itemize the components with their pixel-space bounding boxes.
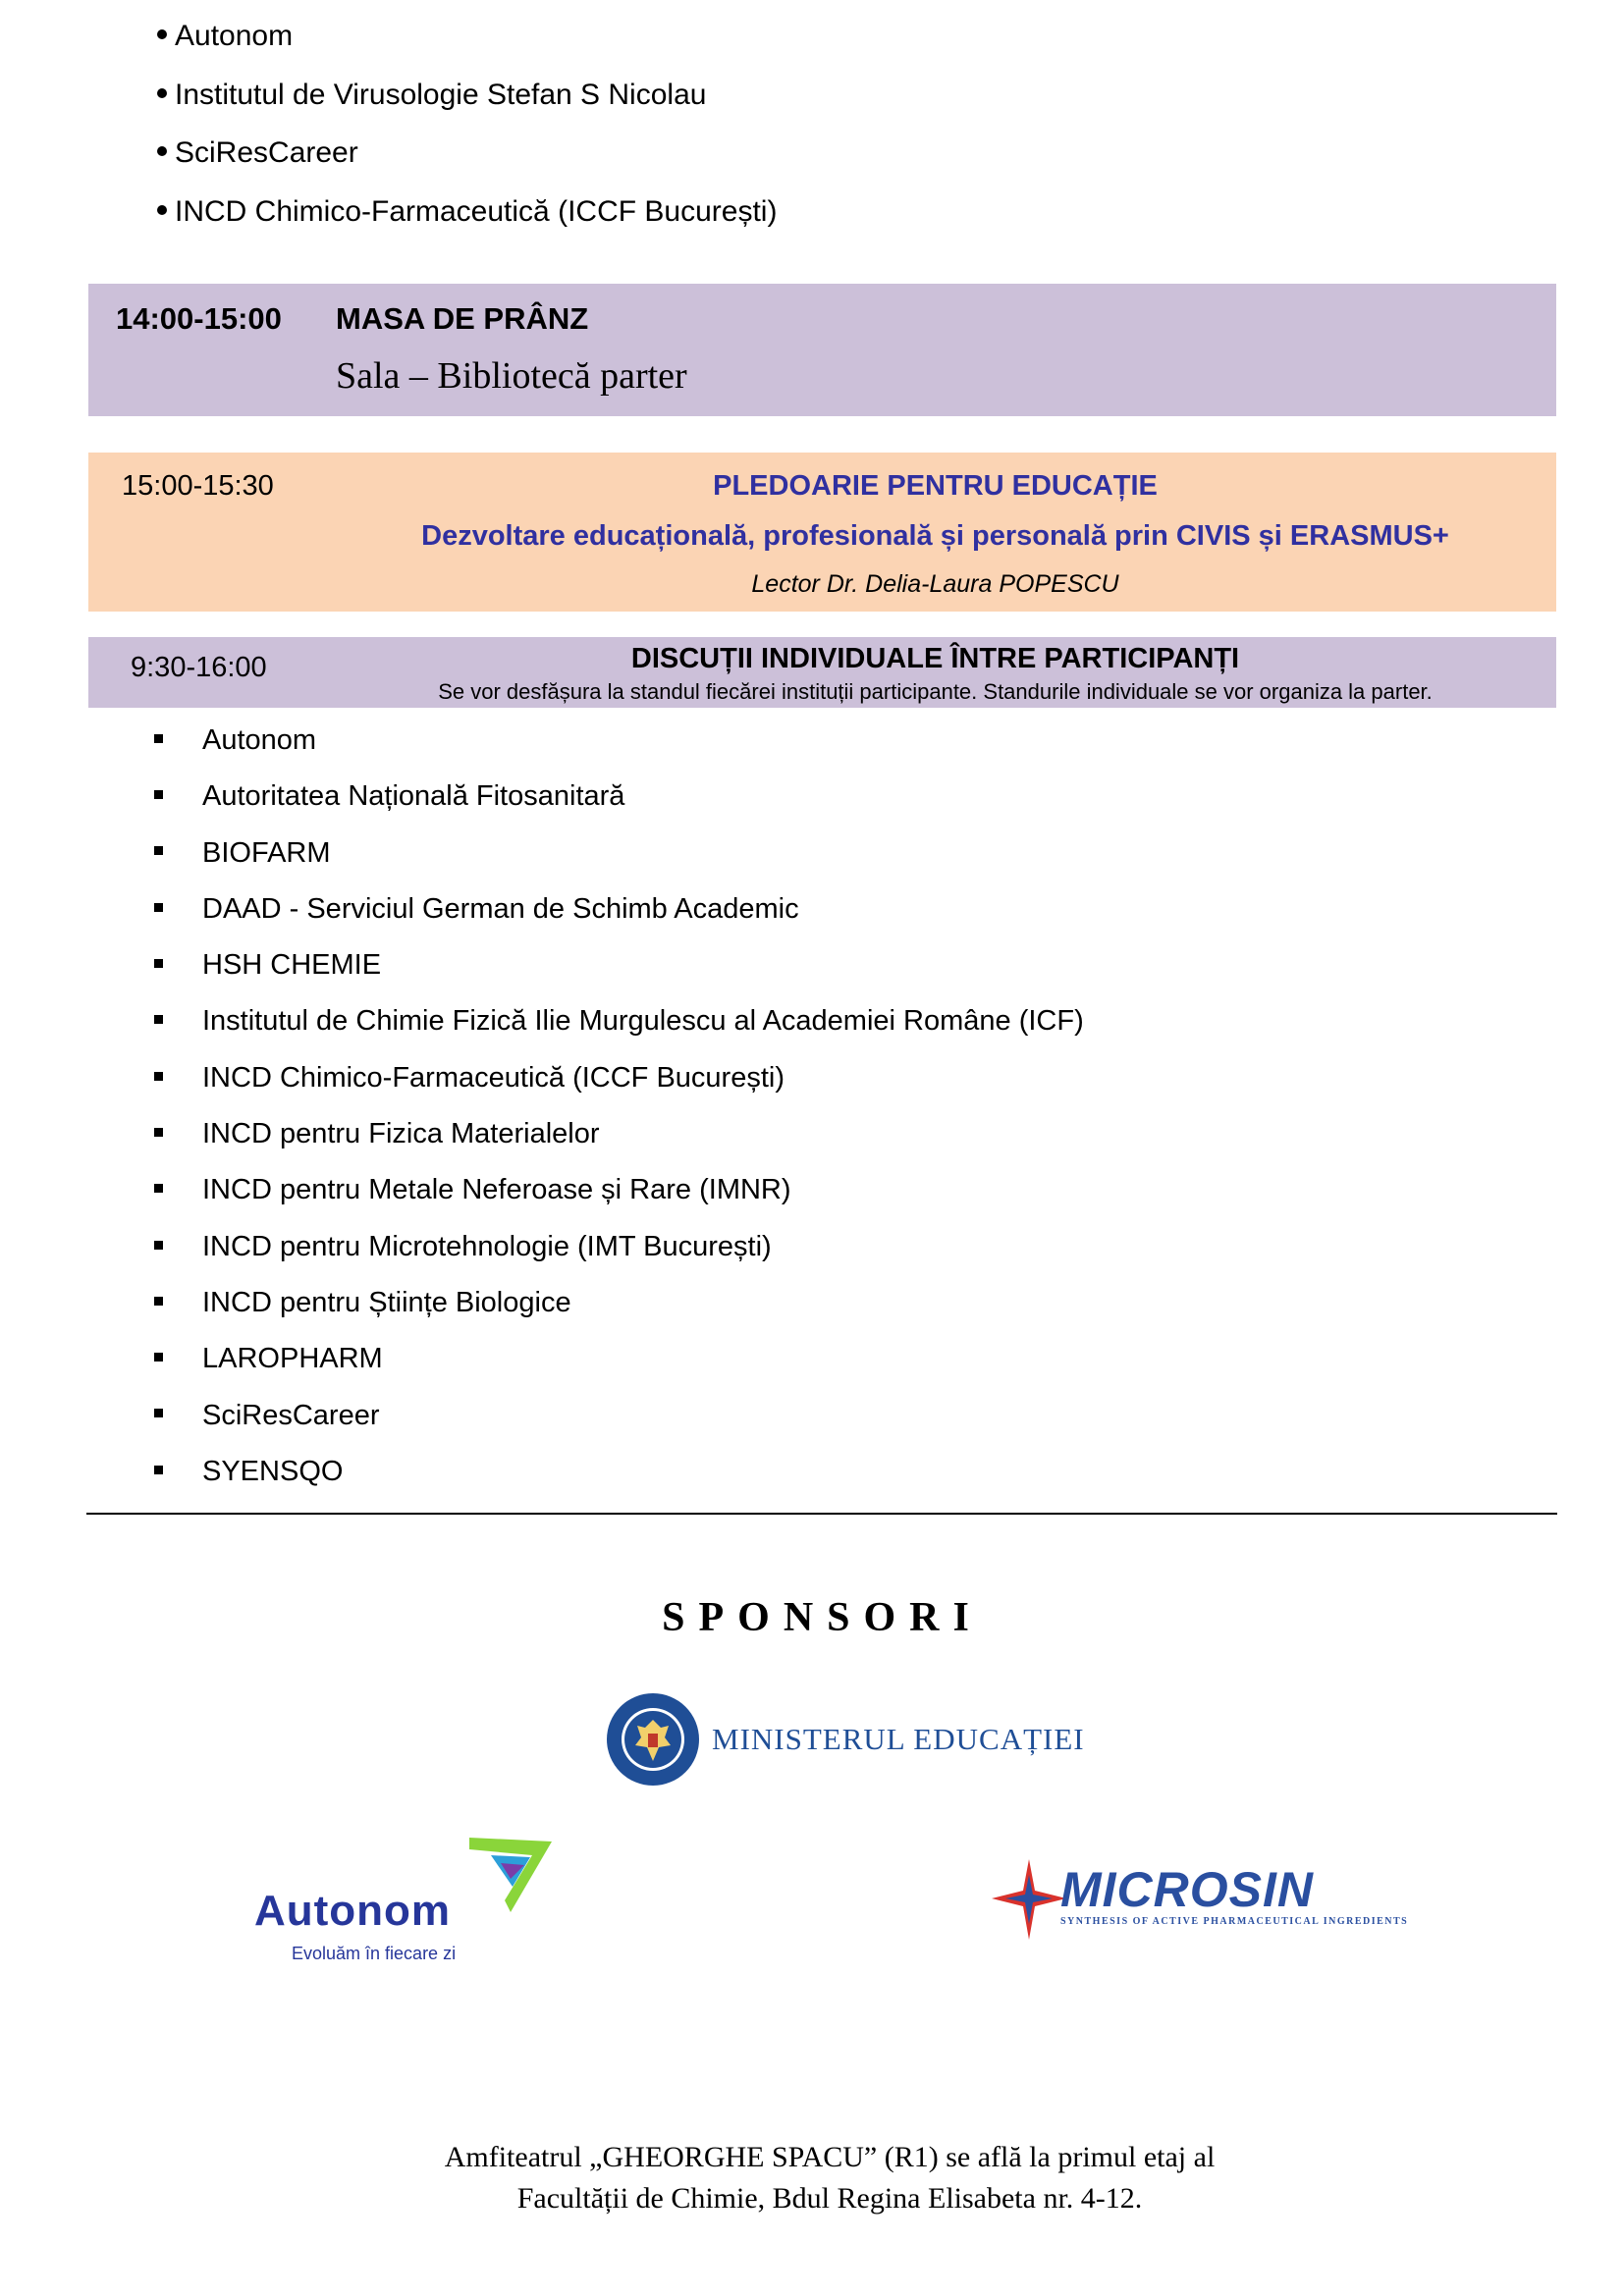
discussions-time: 9:30-16:00	[131, 652, 267, 683]
square-bullet-icon	[154, 1409, 163, 1417]
bullet-icon	[157, 146, 167, 156]
list-item: INCD pentru Metale Neferoase și Rare (IMNR)	[154, 1171, 1084, 1227]
list-item: SciResCareer	[157, 134, 777, 193]
autonom-mark-icon	[461, 1836, 560, 1914]
list-item: BIOFARM	[154, 834, 1084, 890]
list-item: INCD Chimico-Farmaceutică (ICCF București)	[154, 1059, 1084, 1115]
autonom-logo	[250, 1836, 565, 1973]
plea-subtitle: Dezvoltare educațională, profesională și personală prin CIVIS și ERASMUS+	[421, 520, 1449, 552]
ministry-name: MINISTERUL EDUCAȚIEI	[712, 1722, 1085, 1756]
section-divider	[86, 1513, 1557, 1515]
square-bullet-icon	[154, 959, 163, 968]
plea-title: PLEDOARIE PENTRU EDUCAȚIE	[713, 470, 1158, 502]
microsin-name: MICROSIN	[1060, 1862, 1314, 1917]
plea-time: 15:00-15:30	[122, 470, 274, 502]
lunch-title: MASA DE PRÂNZ	[336, 301, 589, 336]
square-bullet-icon	[154, 1072, 163, 1081]
list-item: Autonom	[154, 721, 1084, 777]
list-item: SciResCareer	[154, 1397, 1084, 1453]
square-bullet-icon	[154, 1241, 163, 1250]
venue-line-2: Facultății de Chimie, Bdul Regina Elisabeta nr. 4-12.	[516, 2182, 1143, 2215]
square-bullet-icon	[154, 790, 163, 799]
square-bullet-icon	[154, 1466, 163, 1474]
square-bullet-icon	[154, 846, 163, 855]
lunch-block	[88, 284, 1556, 416]
list-item: Institutul de Virusologie Stefan S Nicolau	[157, 77, 777, 135]
autonom-tagline: Evoluăm în fiecare zi	[292, 1944, 457, 1963]
lunch-time: 14:00-15:00	[116, 301, 282, 336]
autonom-name: Autonom	[254, 1887, 452, 1935]
list-item: Institutul de Chimie Fizică Ilie Murgulescu al Academiei Române (ICF)	[154, 1002, 1084, 1058]
plea-block	[88, 453, 1556, 612]
square-bullet-icon	[154, 734, 163, 743]
list-item: HSH CHEMIE	[154, 946, 1084, 1002]
microsin-star-icon	[990, 1855, 1068, 1944]
bullet-icon	[157, 88, 167, 98]
bullet-icon	[157, 205, 167, 215]
participants-list	[154, 721, 1084, 1509]
square-bullet-icon	[154, 1297, 163, 1306]
bullet-icon	[157, 29, 167, 39]
list-item: INCD pentru Microtehnologie (IMT București)	[154, 1228, 1084, 1284]
sponsors-heading: SPONSORI	[662, 1595, 983, 1640]
microsin-tagline: SYNTHESIS OF ACTIVE PHARMACEUTICAL INGREDIENTS	[1060, 1916, 1409, 1927]
square-bullet-icon	[154, 903, 163, 912]
list-item: INCD pentru Științe Biologice	[154, 1284, 1084, 1340]
list-item: INCD pentru Fizica Materialelor	[154, 1115, 1084, 1171]
square-bullet-icon	[154, 1015, 163, 1024]
square-bullet-icon	[154, 1353, 163, 1362]
list-item: LAROPHARM	[154, 1340, 1084, 1396]
venue-note	[0, 2137, 1624, 2219]
discussions-note: Se vor desfășura la standul fiecărei instituții participante. Standurile individuale se vor organiza la parter.	[438, 679, 1433, 704]
square-bullet-icon	[154, 1128, 163, 1137]
list-item: Autonom	[157, 18, 777, 77]
list-item: INCD Chimico-Farmaceutică (ICCF București)	[157, 193, 777, 252]
list-item: DAAD - Serviciul German de Schimb Academic	[154, 890, 1084, 946]
discussions-block	[88, 637, 1556, 708]
lunch-location: Sala – Bibliotecă parter	[336, 355, 687, 397]
list-item: SYENSQO	[154, 1453, 1084, 1509]
plea-lecturer: Lector Dr. Delia-Laura POPESCU	[751, 570, 1119, 598]
microsin-logo	[990, 1855, 1409, 1944]
square-bullet-icon	[154, 1184, 163, 1193]
government-seal-icon	[604, 1690, 702, 1789]
venue-line-1: Amfiteatrul „GHEORGHE SPACU” (R1) se află la primul etaj al	[444, 2141, 1216, 2173]
top-bullet-list	[157, 18, 777, 251]
discussions-title: DISCUȚII INDIVIDUALE ÎNTRE PARTICIPANȚI	[630, 643, 1240, 674]
list-item: Autoritatea Națională Fitosanitară	[154, 777, 1084, 833]
